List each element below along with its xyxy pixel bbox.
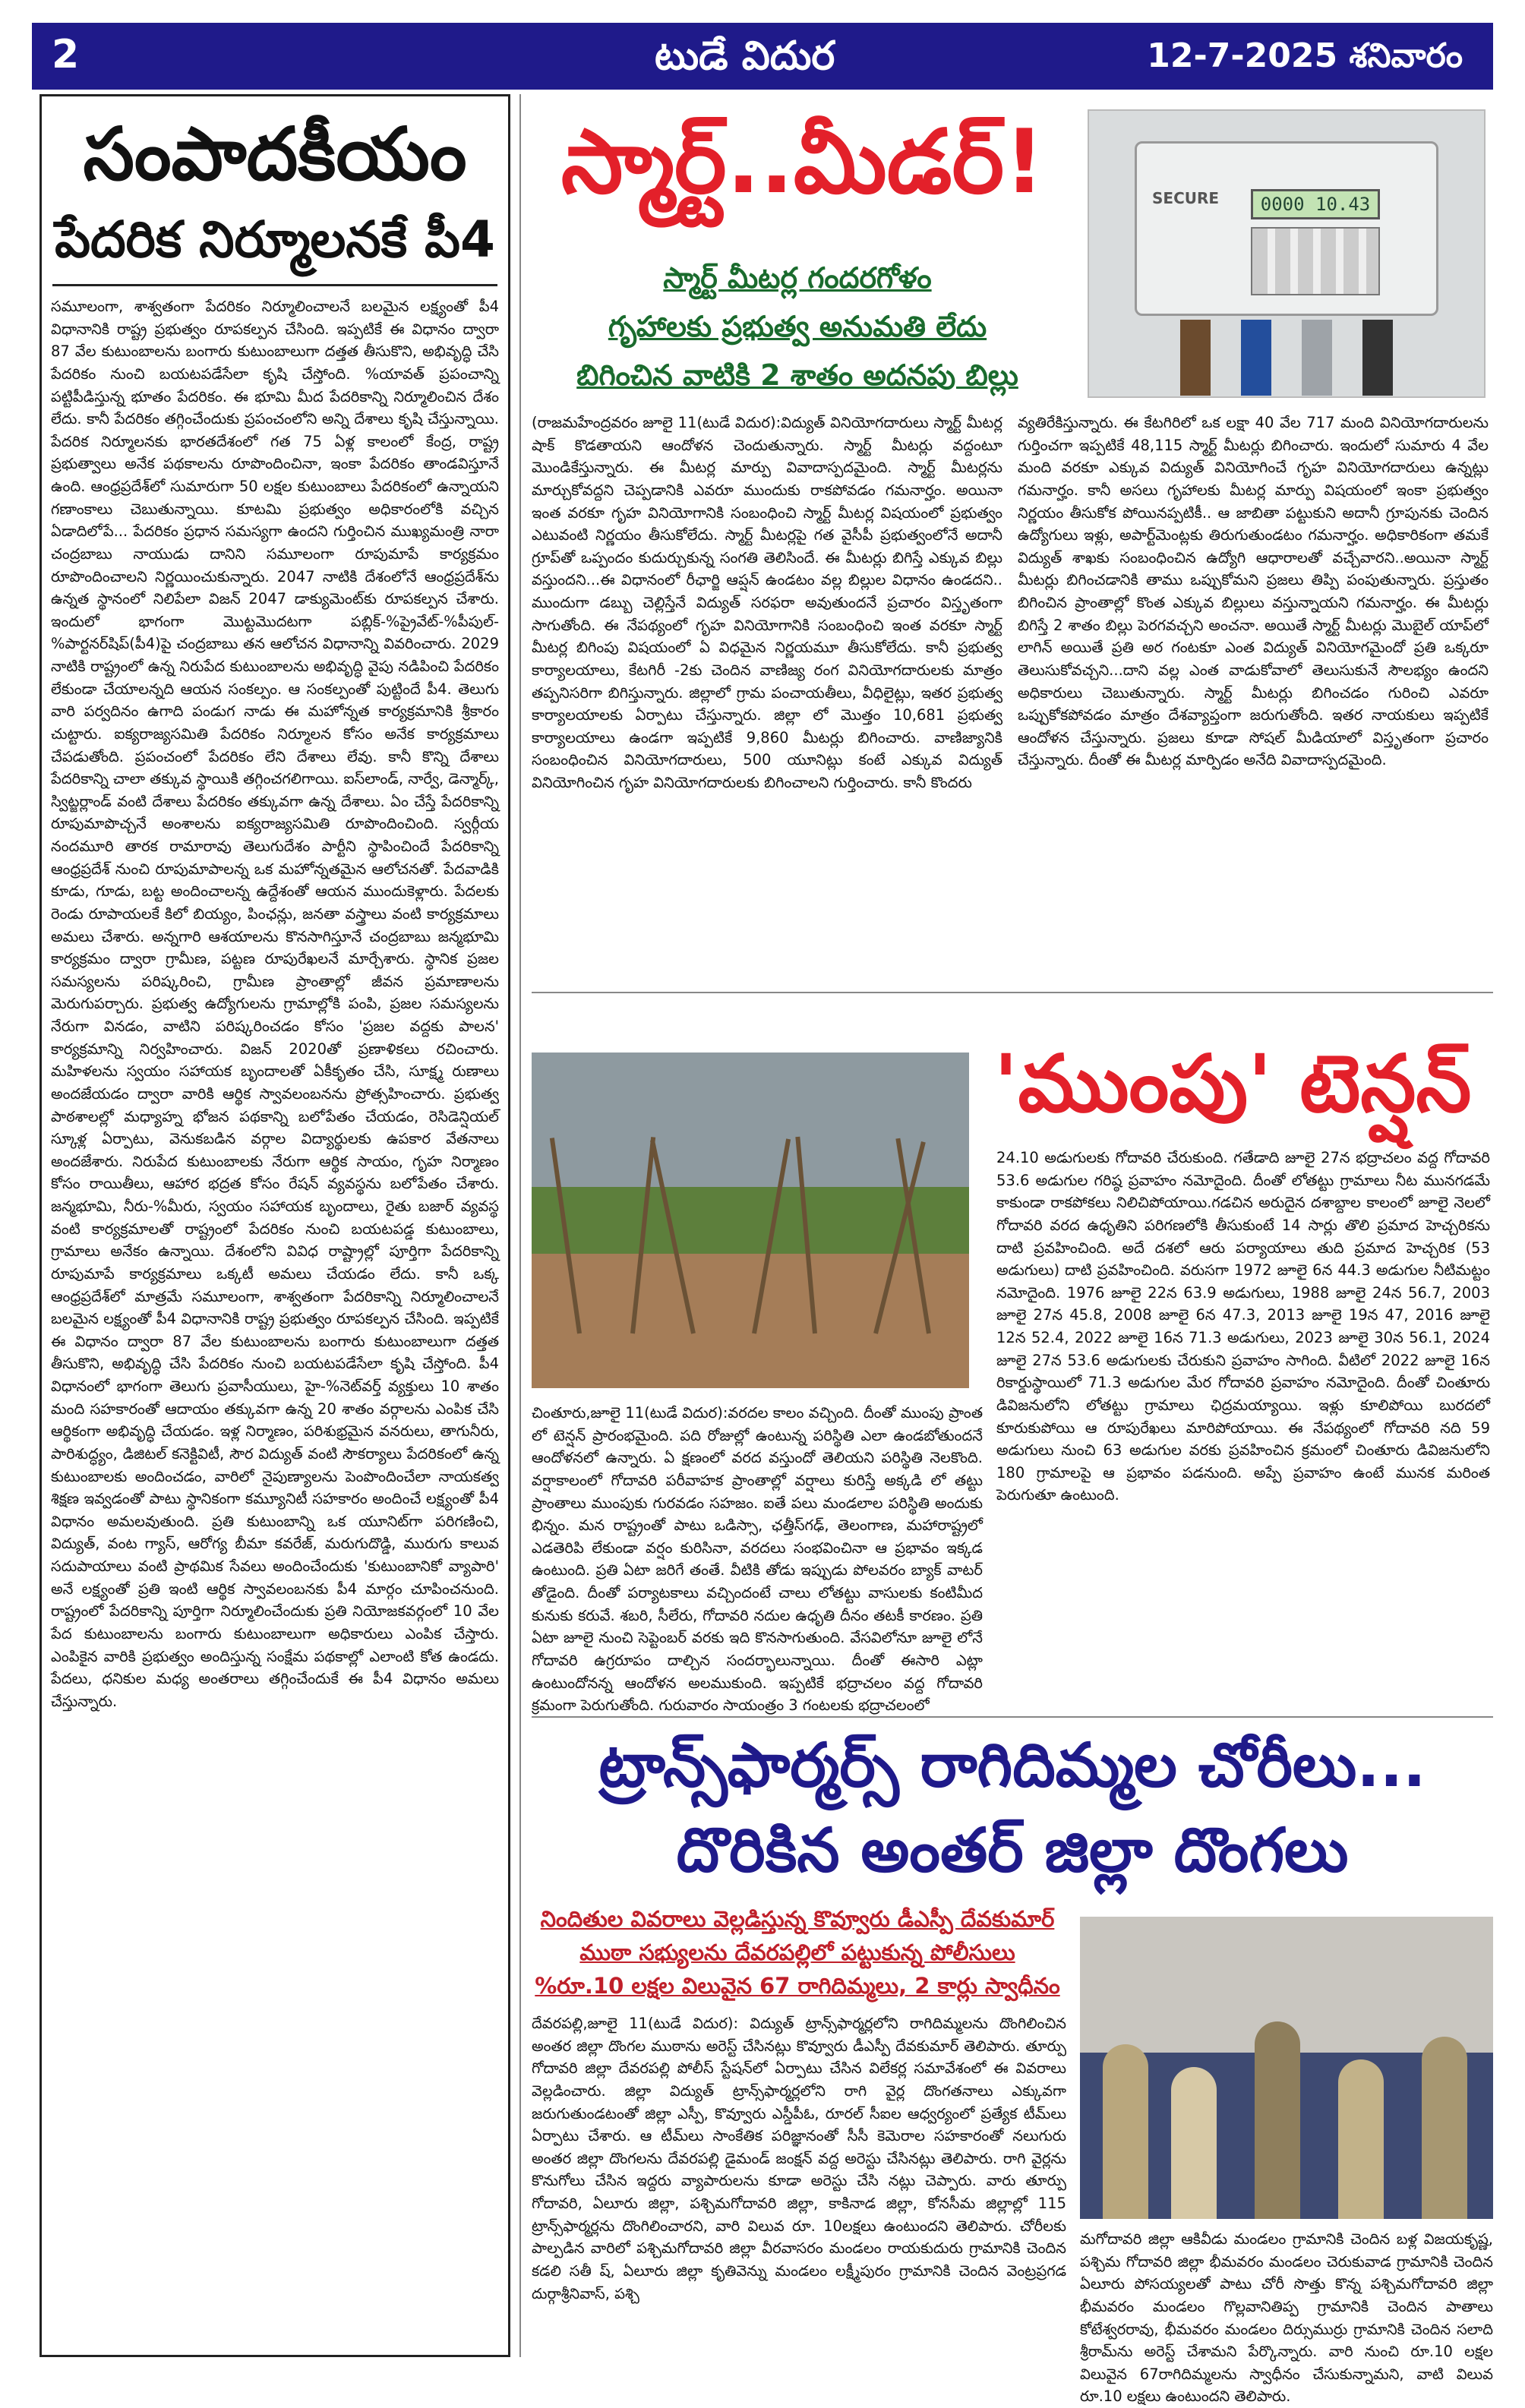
photo-person [1338, 2059, 1384, 2219]
meter-brand-label: SECURE [1152, 189, 1220, 207]
subhead: గృహాలకు ప్రభుత్వ అనుమతి లేదు [608, 310, 987, 343]
flood-story [532, 999, 1493, 1713]
editorial-title: పేదరిక నిర్మూలనకే పీ4 [52, 210, 497, 286]
editorial-kicker: సంపాదకీయం [83, 112, 467, 197]
smart-meter-photo [1088, 109, 1486, 398]
subhead: %రూ.10 లక్షల విలువైన 67 రాగిదిమ్మలు, 2 కార్లు స్వాధీనం [535, 1973, 1060, 1999]
photo-pole [650, 1140, 696, 1334]
meter-wire [1180, 320, 1211, 396]
section-divider [532, 992, 1493, 993]
meter-wire [1241, 320, 1271, 396]
issue-date: 12-7-2025 శనివారం [1147, 36, 1463, 75]
story-column: 24.10 అడుగులకు గోదావరి చేరుకుంది. గతేడాది జూలై 27న భద్రాచలం వద్ద గోదావరి 53.6 అడుగుల గరిష్ఠ ప్రవాహం నమోదైంది. దీంతో లోతట్టు గ్రామాలు నీట మునగడమే కాకుండా రాకపోకలు నిలిచిపోయాయి.గడచిన అరుదైన దశాబ్దాల కాలంలో జూలై నెలలో గోదావరి వరద ఉధృతిని పరిగణలోకి తీసుకుంటే 14 సార్లు తొలి ప్రమాద హెచ్చరికను దాటి ప్రవహించింది. అదే దశలో ఆరు పర్యాయాలు తుది ప్రమాద హెచ్చరిక (53 అడుగులు) దాటి ప్రవహించింది. వరుసగా 1972 జూలై 6న 44.3 అడుగుల నీటిమట్టం నమోదైంది. 1976 జూలై 22న 63.9 అడుగులు, 1988 జూలై 24న 56.7, 2003 జూలై 27న 45.8, 2008 జూలై 6న 47.3, 2013 జూలై 19న 47, 2016 జూలై 12న 52.4, 2022 జూలై 16న 71.3 అడుగులు, 2023 జూలై 30న 56.1, 2024 జూలై 27న 53.6 అడుగులకు చేరుకుని ప్రవాహం సాగింది. వీటిలో 2022 జూలై 16న రికార్డుస్థాయిలో 71.3 అడుగుల మేర గోదావరి ప్రవాహం నమోదైంది. దీంతో చింతూరు డివిజనులోని లోతట్టు గ్రామాలు ఛిద్రమయ్యాయి. ఇళ్లు కూలిపోయి బురదలో కూరుకుపోయి ఆ రూపురేఖలు మారిపోయాయి. ఈ నేపథ్యంలో గోదావరి నది 59 అడుగులు నుంచి 63 అడుగుల వరకు ప్రవహించిన క్రమంలో చింతూరు డివిజనులోని 180 గ్రామాలపై ఆ ప్రభావం పడనుంది. అప్పే ప్రవాహం ఉంటే మునక మరింత పెరుగుతూ ఉంటుంది. [996, 1149, 1490, 1504]
photo-person [1255, 2021, 1300, 2219]
column-divider [519, 94, 521, 2357]
editorial-body: సమూలంగా, శాశ్వతంగా పేదరికం నిర్మూలించాలనే బలమైన లక్ష్యంతో పీ4 విధానానికి రాష్ట్ర ప్రభుత్వం రూపకల్పన చేసింది. ఇప్పటికే ఈ విధానం ద్వారా 87 వేల కుటుంబాలను బంగారు కుటుంబాలుగా దత్తత తీసుకొని, అభివృద్ధి చేసి పేదరికం నుంచి బయటపడేసేలా కృషి చేస్తోంది. %యావత్ ప్రపంచాన్ని పట్టిపీడిస్తున్న భూతం పేదరికం. ఈ భూమి మీద పేదరికాన్ని నిర్మూలించిన దేశం లేదు. కానీ పేదరికం తగ్గించేందుకు ప్రపంచంలోని అన్ని దేశాలు కృషి చేస్తున్నాయి. పేదరిక నిర్మూలనకు భారతదేశంలో గత 75 ఏళ్ల కాలంలో కేంద్ర, రాష్ట్ర ప్రభుత్వాలు అనేక పథకాలను రూపొందించినా, ఇంకా పేదరికం తాండవిస్తూనే ఉంది. ఆంధ్రప్రదేశ్‌లో సుమారుగా 50 లక్షల కుటుంబాలు పేదరికంలో ఉన్నాయని గణాంకాలు చెబుతున్నాయి. కూటమి ప్రభుత్వం అధికారంలోకి వచ్చిన ఏడాదిలోపే... పేదరికం ప్రధాన సమస్యగా ఉందని గుర్తించిన ముఖ్యమంత్రి నారా చంద్రబాబు నాయుడు దానిని సమూలంగా రూపుమాపే కార్యక్రమం రూపొందించాలని నిర్ణయించుకున్నారు. 2047 నాటికి దేశంలోనే ఆంధ్రప్రదేశ్‌ను ఉన్నత స్థానంలో నిలిపేలా విజన్ 2047 డాక్యుమెంట్‌కు రూపకల్పన చేశారు. ఇందులో భాగంగా మొట్టమొదటగా పబ్లిక్-%ప్రైవేట్-%పీపుల్-%పార్టనర్‌షిప్(పీ4)పై చంద్రబాబు తన ఆలోచన విధానాన్ని వివరించారు. 2029 నాటికి రాష్ట్రంలో ఉన్న నిరుపేద కుటుంబాలను అభివృద్ధి వైపు నడిపించి పేదరికం లేకుండా చేయాలన్నది ఆయన సంకల్పం. ఆ సంకల్పంతో పుట్టిందే పీ4. తెలుగు వారి పర్వదినం ఉగాది పండుగ నాడు ఈ మహోన్నత కార్యక్రమానికి శ్రీకారం చుట్టారు. ఐక్యరాజ్యసమితి పేదరికం నిర్మూలన కోసం అనేక కార్యక్రమాలు చేపడుతోంది. ప్రపంచంలో పేదరికం లేని దేశాలు లేవు. కానీ కొన్ని దేశాలు పేదరికాన్ని చాలా తక్కువ స్థాయికి తగ్గించగలిగాయి. ఐస్‌లాండ్, నార్వే, డెన్మార్క్, స్విట్జర్లాండ్ వంటి దేశాలు పేదరికం తక్కువగా ఉన్న దేశాలు. ఏం చేస్తే పేదరికాన్ని రూపుమాపొచ్చనే అంశాలను ఐక్యరాజ్యసమితి రూపొందించింది. స్వర్గీయ నందమూరి తారక రామారావు తెలుగుదేశం పార్టీని స్థాపించిందే పేదరికాన్ని ఆంధ్రప్రదేశ్ నుంచి రూపుమాపాలన్న ఒక మహోన్నతమైన ఆలోచనతో. పేదవాడికి కూడు, గూడు, బట్ట అందించాలన్న ఉద్దేశంతో ఆయన ముందుకెళ్లారు. పేదలకు రెండు రూపాయలకే కిలో బియ్యం, పింఛన్లు, జనతా వస్త్రాలు వంటి కార్యక్రమాలు అమలు చేశారు. అన్నగారి ఆశయాలను కొనసాగిస్తూనే చంద్రబాబు జన్మభూమి కార్యక్రమం ద్వారా గ్రామీణ, పట్టణ రూపురేఖలనే మార్చేశారు. స్థానిక ప్రజల సమస్యలను పరిష్కరించి, గ్రామీణ ప్రాంతాల్లో జీవన ప్రమాణాలను మెరుగుపర్చారు. ప్రభుత్వ ఉద్యోగులను గ్రామాల్లోకి పంపి, ప్రజల సమస్యలను నేరుగా వినడం, వాటిని పరిష్కరించడం కోసం 'ప్రజల వద్దకు పాలన' కార్యక్రమాన్ని నిర్వహించారు. విజన్ 2020తో ప్రణాళికలు రచించారు. మహిళలను స్వయం సహాయక బృందాలతో ఏకీకృతం చేసి, సూక్ష్మ రుణాలు అందజేయడం ద్వారా వారికి ఆర్థిక స్వావలంబనను ప్రోత్సహించారు. ప్రభుత్వ పాఠశాలల్లో మధ్యాహ్న భోజన పథకాన్ని బలోపేతం చేయడం, రెసిడెన్షియల్ స్కూళ్ల ఏర్పాటు, వెనుకబడిన వర్గాల విద్యార్థులకు ఉపకార వేతనాలు అందజేశారు. నిరుపేద కుటుంబాలకు నేరుగా ఆర్థిక సాయం, గృహ నిర్మాణం కోసం రాయితీలు, ఆహార భద్రత కోసం రేషన్ వ్యవస్థను బలోపేతం చేశారు. జన్మభూమి, నీరు-%మీరు, స్వయం సహాయక బృందాలు, రైతు బజార్ వ్యవస్థ వంటి కార్యక్రమాలతో రాష్ట్రంలో పేదరికం నుంచి బయటపడ్డ కుటుంబాలు, గ్రామాలు అనేకం ఉన్నాయి. దేశంలోని వివిధ రాష్ట్రాల్లో పూర్తిగా పేదరికాన్ని రూపుమాపే కార్యక్రమాలు ఒక్కటీ అమలు చేయడం లేదు. కానీ ఒక్క ఆంధ్రప్రదేశ్‌లో మాత్రమే సమూలంగా, శాశ్వతంగా పేదరికాన్ని నిర్మూలించాలనే బలమైన లక్ష్యంతో పీ4 విధానానికి రాష్ట్ర ప్రభుత్వం రూపకల్పన చేసింది. ఇప్పటికే ఈ విధానం ద్వారా 87 వేల కుటుంబాలను బంగారు కుటుంబాలుగా దత్తత తీసుకొని, అభివృద్ధి చేసి పేదరికం నుంచి బయటపడేసేలా కృషి చేస్తోంది. పీ4 విధానంలో భాగంగా తెలుగు ప్రవాసీయులు, హై-%నెట్‌వర్త్ వ్యక్తులు 10 శాతం మంది సహకారంతో ఆదాయం తక్కువగా ఉన్న 20 శాతం వర్గాలను ఎంపిక చేసి ఆర్థికంగా అభివృద్ధి చేయడం. ఇళ్ల నిర్మాణం, పరిశుభ్రమైన వనరులు, తాగునీరు, పారిశుద్ధ్యం, డిజిటల్ కనెక్టివిటీ, సౌర విద్యుత్ వంటి సౌకర్యాలు పేదరికంలో ఉన్న కుటుంబాలకు అందించడం, వారిలో నైపుణ్యాలను పెంపొందించేలా నాయకత్వ శిక్షణ ఇవ్వడంతో పాటు స్థానికంగా కమ్యూనిటీ సహకారం అందించే లక్ష్యంతో పీ4 విధానం అమలవుతుంది. ప్రతి కుటుంబాన్ని ఒక యూనిట్‌గా పరిగణించి, విద్యుత్, వంట గ్యాస్, ఆరోగ్య బీమా కవరేజ్, మరుగుదొడ్డి, మురుగు కాలువ సదుపాయాలు వంటి ప్రాథమిక సేవలు అందించేందుకు 'కుటుంబానికో వ్యాపారి' అనే లక్ష్యంతో ప్రతి ఇంటి ఆర్థిక స్వావలంబనకు పీ4 మార్గం చూపించనుంది. రాష్ట్రంలో పేదరికాన్ని పూర్తిగా నిర్మూలించేందుకు ప్రతి నియోజకవర్గంలో 10 వేల పేద కుటుంబాలను బంగారు కుటుంబాలుగా అధికారులు ఎంపిక చేస్తారు. ఎంపికైన వారికి ప్రభుత్వం అందిస్తున్న సంక్షేమ పథకాల్లో ఎలాంటి కోత ఉండదు. పేదలు, ధనికుల మధ్య అంతరాలు తగ్గించేందుకే ఈ పీ4 విధానం అమలు చేస్తున్నారు. [51, 298, 499, 1710]
story-column: చింతూరు,జూలై 11(టుడే విదుర):వరదల కాలం వచ్చింది. దీంతో ముంపు ప్రాంత లో టెన్షన్ ప్రారంభమైంది. పది రోజుల్లో ఉంటున్న పరిస్థితి ఎలా ఉండబోతుందనే ఆందోళనలో ఉన్నారు. ఏ క్షణంలో వరద వస్తుందో తెలియని పరిస్థితి నెలకొంది. వర్షాకాలంలో గోదావరి పరీవాహక ప్రాంతాల్లో వర్షాలు కురిస్తే అక్కడి లో తట్టు ప్రాంతాలు ముంపుకు గురవడం సహజం. ఐతే పలు మండలాల పరిస్థితి అందుకు భిన్నం. మన రాష్ట్రంతో పాటు ఒడిస్సా, ఛత్తీస్‌గఢ్, తెలంగాణ, మహారాష్ట్రలో ఎడతెరిపి లేకుండా వర్షం కురిసినా, వరదలు సంభవించినా ఆ ప్రభావం ఇక్కడ ఉంటుంది. ప్రతి ఏటా జరిగే తంతే. వీటికి తోడు ఇప్పుడు పోలవరం బ్యాక్ వాటర్ తోడైంది. దీంతో పర్యాటకాలు వచ్చిందంటే చాలు లోతట్టు వాసులకు కంటిమీద కునుకు కరువే. శబరి, సీలేరు, గోదావరి నదుల ఉధృతి దీనం తటకీ కారణం. ప్రతి ఏటా జూలై నుంచి సెప్టెంబర్ వరకు ఇది కొనసాగుతుంది. వేసవిలోనూ జూలై లోనే గోదావరి ఉగ్రరూపం దాల్చిన సందర్భాలున్నాయి. దీంతో ఈసారి ఎట్లా ఉంటుందోనన్న ఆందోళన అలముకుంది. ఇప్పటికే భద్రాచలం వద్ద గోదావరి క్రమంగా పెరుగుతోంది. గురువారం సాయంత్రం 3 గంటలకు భద్రాచలంలో [532, 1404, 983, 1715]
meter-wire [1302, 320, 1332, 396]
photo-pole [873, 1141, 926, 1334]
section-divider [532, 1716, 1493, 1718]
subhead: ముఠా సభ్యులను దేవరపల్లిలో పట్టుకున్న పోలీసులు [579, 1939, 1015, 1965]
theft-headline-line2: దొరికిన అంతర్ జిల్లా దొంగలు [676, 1815, 1349, 1886]
photo-pole [630, 1137, 655, 1333]
flood-shelter-photo [532, 1053, 969, 1388]
masthead-bar [32, 23, 1493, 90]
theft-headline-line1: ట్రాన్స్‌ఫార్మర్స్ రాగిదిమ్మల చోరీలు... [598, 1730, 1426, 1800]
smart-meter-subheads [562, 261, 1033, 407]
photo-person [1171, 2067, 1217, 2219]
theft-story [532, 1724, 1493, 2406]
page-number: 2 [52, 32, 80, 77]
paper-name: టుడే విదుర [655, 33, 835, 79]
photo-pole [550, 1138, 582, 1333]
subhead: స్మార్ట్ మీటర్ల గందరగోళం [663, 261, 932, 295]
meter-wire [1362, 320, 1393, 396]
story-column: వ్యతిరేకిస్తున్నారు. ఈ కేటగిరిలో ఒక లక్షా 40 వేల 717 మంది వినియోగదారులను గుర్తించగా ఇప్పటికే 48,115 స్మార్ట్ మీటర్లు బిగించారు. ఇందులో సుమారు 4 వేల మంది వరకూ ఎక్కువ విద్యుత్ వినియోగించే గృహ వినియోగదారులు ఉన్నట్లు గమనార్హం. కానీ అసలు గృహాలకు మీటర్ల మార్పు విషయంలో ఇంకా ప్రభుత్వం నిర్ణయం తీసుకోక పోయినప్పటికీ.. ఆ జాబితా పట్టుకుని అదానీ గ్రూపునకు చెందిన ఉద్యోగులు ఇళ్లు, అపార్ట్‌మెంట్లకు తిరుగుతుండటం గమనార్హం. అధికారికంగా తమకే విద్యుత్ శాఖకు సంబంధించిన ఉద్యోగి ఆధారాలతో వచ్చేవారని..అయినా స్మార్ట్ మీటర్లు బిగించడానికి తాము ఒప్పుకోమని ప్రజలు తిప్పి పంపుతున్నారు. ప్రస్తుతం బిగించిన ప్రాంతాల్లో కొంత ఎక్కువ బిల్లులు వస్తున్నాయని గమనార్హం. ఈ మీటర్లు బిగిస్తే 2 శాతం బిల్లు పెరగవచ్చని అంచనా. అయితే స్మార్ట్ మీటర్లు మొబైల్ యాప్‌లో లాగిన్ అయితే ప్రతి అర గంటకూ ఎంత విద్యుత్ వినియోగమైందో ప్రతి ఒక్కరూ తెలుసుకోవచ్చని...దాని వల్ల ఎంత వాడుకోవాలో తెలుసుకునే సౌలభ్యం ఉందని అధికారులు చెబుతున్నారు. స్మార్ట్ మీటర్లు బిగించడం గురించి ఎవరూ ఒప్పుకోకపోవడం మాత్రం దేశవ్యాప్తంగా జరుగుతోంది. ఇతర నాయకులు ఇప్పటికే ఆందోళన చేస్తున్నారు. ప్రజలు కూడా సోషల్ మీడియాలో విస్తృతంగా ప్రచారం చేస్తున్నారు. దీంతో ఈ మీటర్ల మార్పిడం అనేది వివాదాస్పదమైంది. [1018, 414, 1489, 769]
meter-casing [1135, 141, 1438, 316]
meter-keypad [1251, 227, 1380, 295]
photo-caption: మగోదావరి జిల్లా ఆకివీడు మండలం గ్రామానికి చెందిన బళ్ల విజయకృష్ణ, పశ్చిమ గోదావరి జిల్లా భీమవరం మండలం చెరుకువాడ గ్రామానికి చెందిన ఏలూరు పోసయ్యలతో పాటు చోరీ సొత్తు కొన్న పశ్చిమగోదావరి జిల్లా భీమవరం మండలం గొల్లవానితిప్ప గ్రామానికి చెందిన పాతాలు కోటేశ్వరరావు, భీమవరం మండలం దిర్సుముర్రు గ్రామానికి చెందిన సలాది శ్రీరామ్‌ను అరెస్ట్ చేశామని పేర్కొన్నారు. వారి నుంచి రూ.10 లక్షల విలువైన 67రాగిదిమ్మలను స్వాధీనం చేసుకున్నామని, వాటి విలువ రూ.10 లక్షలు ఉంటుందని తెలిపారు. [1080, 2230, 1493, 2406]
smart-meter-body [532, 412, 1493, 989]
subhead: నిందితుల వివరాలు వెల్లడిస్తున్న కొవ్వూరు డీఎస్పీ దేవకుమార్ [540, 1906, 1055, 1932]
story-column: దేవరపల్లి,జూలై 11(టుడే విదుర): విద్యుత్ ట్రాన్స్‌ఫార్మర్లలోని రాగిదిమ్మలను దొంగిలించిన అంతర జిల్లా దొంగల ముఠాను అరెస్ట్ చేసినట్లు కొవ్వూరు డీఎస్పీ దేవకుమార్ తెలిపారు. తూర్పు గోదావరి జిల్లా దేవరపల్లి పోలీస్ స్టేషన్‌లో ఏర్పాటు చేసిన విలేకర్ల సమావేశంలో ఈ వివరాలు వెల్లడించారు. జిల్లా విద్యుత్ ట్రాన్స్‌ఫార్మర్లలోని రాగి వైర్ల దొంగతనాలు ఎక్కువగా జరుగుతుండటంతో జిల్లా ఎస్పీ, కొవ్వూరు ఎస్డీపీఓ, రూరల్ సీఐల ఆధ్వర్యంలో ప్రత్యేక టీమ్‌లు ఏర్పాటు చేశారు. ఆ టీమ్‌లు సాంకేతిక పరిజ్ఞానంతో సీసీ కెమెరాల సహకారంతో నలుగురు అంతర జిల్లా దొంగలను దేవరపల్లి డైమండ్ జంక్షన్ వద్ద అరెస్టు చేసినట్లు తెలిపారు. రాగి వైర్లను కొనుగోలు చేసిన ఇద్దరు వ్యాపారులను కూడా అరెస్టు చేసి నట్లు చెప్పారు. వారు తూర్పు గోదావరి, ఏలూరు జిల్లా, పశ్చిమగోదావరి జిల్లా, కాకినాడ జిల్లా, కోనసీమ జిల్లాల్లో 115 ట్రాన్స్‌ఫార్మర్లను దొంగిలించారని, వారి విలువ రూ. 10లక్షలు ఉంటుందని తెలిపారు. చోరీలకు పాల్పడిన వారిలో పశ్చిమగోదావరి జిల్లా వీరవాసరం మండలం రాయకుదురు గ్రామానికి చెందిన కడలి సతీ ష్, ఏలూరు జిల్లా కృతివెన్ను మండలం లక్ష్మీపురం గ్రామానికి చెందిన వెంట్రప్రగడ దుర్గాశ్రీనివాస్, పశ్చి [532, 2015, 1066, 2302]
editorial-column [39, 94, 510, 2357]
photo-person [1422, 2037, 1467, 2219]
story-column: (రాజమహేంద్రవరం జూలై 11(టుడే విదుర):విద్యుత్ వినియోగదారులు స్మార్ట్ మీటర్ల షాక్ కొడతాయని ఆందోళన చెందుతున్నారు. స్మార్ట్ మీటర్లు వద్దంటూ మొండికేస్తున్నారు. ఈ మీటర్ల మార్పు వివాదాస్పదమైంది. స్మార్ట్ మీటర్లను మార్చుకోవద్దని చెప్పడానికి ఎవరూ ముందుకు రాకపోవడం గమనార్హం. అయినా ఇంత వరకూ గృహ వినియోగానికి సంబంధించి స్మార్ట్ మీటర్ల విషయంలో ప్రభుత్వం ఎటువంటి నిర్ణయం తీసుకోలేదు. స్మార్ట్ మీటర్లపై గత వైసీపీ ప్రభుత్వంలోనే అదానీ గ్రూప్‌తో ఒప్పందం కుదుర్చుకున్న సంగతి తెలిసిందే. ఈ మీటర్లు బిగిస్తే ఎక్కువ బిల్లు వస్తుందని...ఈ విధానంలో రీఛార్జి ఆప్షన్ ఉండటం వల్ల బిల్లుల విధానం ఉండదని.. ముందుగా డబ్బు చెల్లిస్తేనే విద్యుత్ సరఫరా అవుతుందనే ప్రచారం విస్తృతంగా సాగుతోంది. ఈ నేపథ్యంలో గృహ వినియోగానికి సంబంధించి ఇంత వరకూ స్మార్ట్ మీటర్ల బిగింపు విషయంలో ఏ విధమైన నిర్ణయమూ తీసుకోలేదు. కానీ ప్రభుత్వ కార్యాలయాలు, కేటగిరీ -2కు చెందిన వాణిజ్య రంగ వినియోగదారులకు మాత్రం తప్పనిసరిగా బిగిస్తున్నారు. జిల్లాలో గ్రామ పంచాయతీలు, వీధిలైట్లు, ఇతర ప్రభుత్వ కార్యాలయాలకు ఏర్పాటు చేస్తున్నారు. జిల్లా లో మొత్తం 10,681 ప్రభుత్వ కార్యాలయాలు ఉండగా ఇప్పటికే 9,860 మీటర్లు బిగించారు. వాణిజ్యానికి సంబంధించిన వినియోగదారులు, 500 యూనిట్లు కంటే ఎక్కువ విద్యుత్ వినియోగించిన గృహ వినియోగదారులకు బిగించాలని గుర్తించారు. కానీ కొందరు [532, 414, 1002, 791]
meter-display: 0000 10.43 [1251, 189, 1380, 219]
smart-meter-story [532, 94, 1493, 990]
photo-pole [752, 1138, 791, 1333]
photo-pole [795, 1137, 817, 1334]
press-meet-photo [1080, 1917, 1493, 2219]
smart-meter-headline: స్మార్ట్..మీడర్! [560, 111, 1045, 213]
subhead: బిగించిన వాటికి 2 శాతం అదనపు బిల్లు [576, 358, 1018, 392]
flood-headline: 'ముంపు' టెన్షన్ [993, 1037, 1472, 1130]
photo-person [1103, 2044, 1148, 2219]
